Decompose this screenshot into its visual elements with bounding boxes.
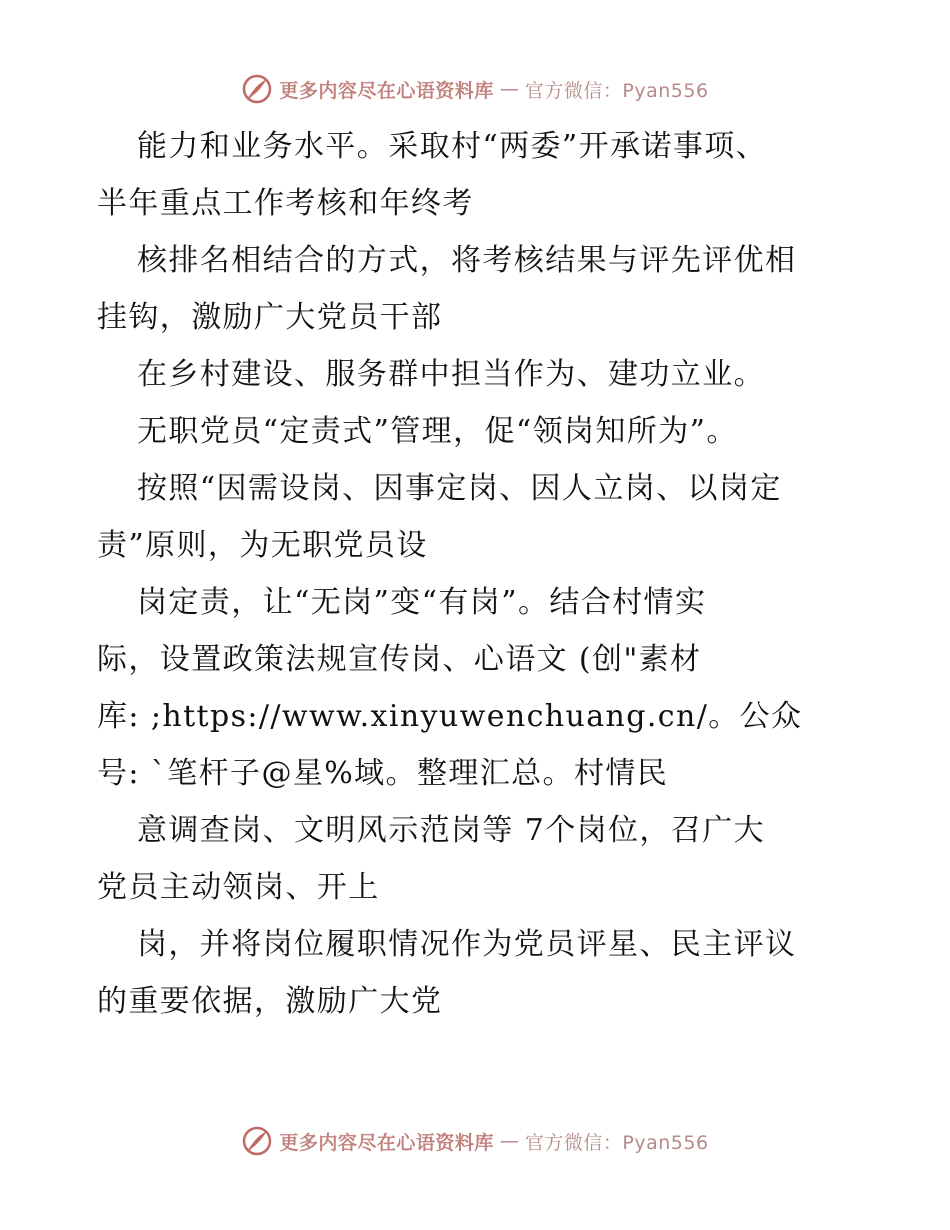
text-line: 能力和业务水平。采取村“两委”开承诺事项、 bbox=[137, 129, 768, 164]
text-line: 岗定责，让“无岗”变“有岗”。结合村情实 bbox=[137, 585, 707, 620]
text-line: 的重要依据，激励广大党 bbox=[97, 984, 443, 1019]
text-line: 在乡村建设、服务群中担当作为、建功立业。 bbox=[137, 357, 765, 392]
text-line: 意调查岗、文明风示范岗等 7个岗位，召广大 bbox=[137, 813, 766, 848]
text-line: 际，设置政策法规宣传岗、心语文 (创"素材 bbox=[97, 642, 702, 677]
watermark-contact: 官方微信：Pyan556 bbox=[524, 1131, 709, 1154]
watermark-contact: 官方微信：Pyan556 bbox=[524, 79, 709, 102]
document-body bbox=[97, 118, 877, 1030]
quill-logo-icon bbox=[241, 1125, 273, 1157]
header-watermark bbox=[0, 72, 950, 106]
text-line: 党员主动领岗、开上 bbox=[97, 870, 380, 905]
watermark-dash: — bbox=[499, 78, 519, 100]
watermark-text: 更多内容尽在心语资料库 bbox=[279, 1131, 494, 1154]
quill-logo-icon bbox=[241, 73, 273, 105]
text-line: 半年重点工作考核和年终考 bbox=[97, 186, 474, 221]
text-line: 号: `笔杆子@星%域。整理汇总。村情民 bbox=[97, 756, 669, 791]
text-line: 按照“因需设岗、因事定岗、因人立岗、以岗定 bbox=[137, 471, 782, 506]
watermark-dash: — bbox=[499, 1130, 519, 1152]
text-line: 岗，并将岗位履职情况作为党员评星、民主评议 bbox=[137, 927, 797, 962]
text-line: 责”原则，为无职党员设 bbox=[97, 528, 428, 563]
text-line: 挂钩，激励广大党员干部 bbox=[97, 300, 443, 335]
text-line: 核排名相结合的方式，将考核结果与评先评优相 bbox=[137, 243, 797, 278]
text-line: 无职党员“定责式”管理，促“领岗知所为”。 bbox=[137, 414, 738, 449]
body-text bbox=[97, 118, 877, 1030]
watermark-text: 更多内容尽在心语资料库 bbox=[279, 79, 494, 102]
footer-watermark bbox=[0, 1124, 950, 1158]
text-line: 库: ;https://www.xinyuwenchuang.cn/。公众 bbox=[97, 699, 803, 734]
